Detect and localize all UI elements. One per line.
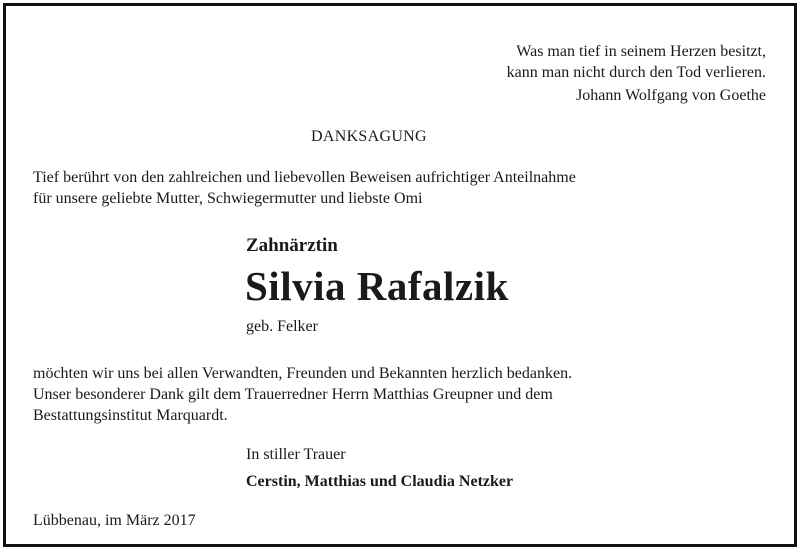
obituary-frame	[3, 3, 797, 547]
quote-line-2: kann man nicht durch den Tod verlieren.	[506, 64, 766, 81]
signers: Cerstin, Matthias und Claudia Netzker	[246, 473, 514, 490]
deceased-maiden-name: geb. Felker	[246, 318, 318, 335]
quote-line-1: Was man tief in seinem Herzen besitzt,	[516, 43, 766, 60]
place-date: Lübbenau, im März 2017	[33, 512, 196, 529]
intro-line-2: für unsere geliebte Mutter, Schwiegermutter und liebste Omi	[33, 190, 423, 207]
thanks-line-2: Unser besonderer Dank gilt dem Trauerredner Herrn Matthias Greupner und dem	[33, 386, 553, 403]
intro-line-1: Tief berührt von den zahlreichen und liebevollen Beweisen aufrichtiger Anteilnahme	[33, 169, 576, 186]
mourning-phrase: In stiller Trauer	[246, 446, 346, 463]
deceased-profession: Zahnärztin	[246, 235, 338, 256]
deceased-name: Silvia Rafalzik	[245, 263, 509, 309]
thanks-line-3: Bestattungsinstitut Marquardt.	[33, 407, 228, 424]
heading-danksagung: DANKSAGUNG	[311, 128, 427, 145]
thanks-line-1: möchten wir uns bei allen Verwandten, Freunden und Bekannten herzlich bedanken.	[33, 365, 573, 382]
quote-author: Johann Wolfgang von Goethe	[576, 87, 766, 104]
